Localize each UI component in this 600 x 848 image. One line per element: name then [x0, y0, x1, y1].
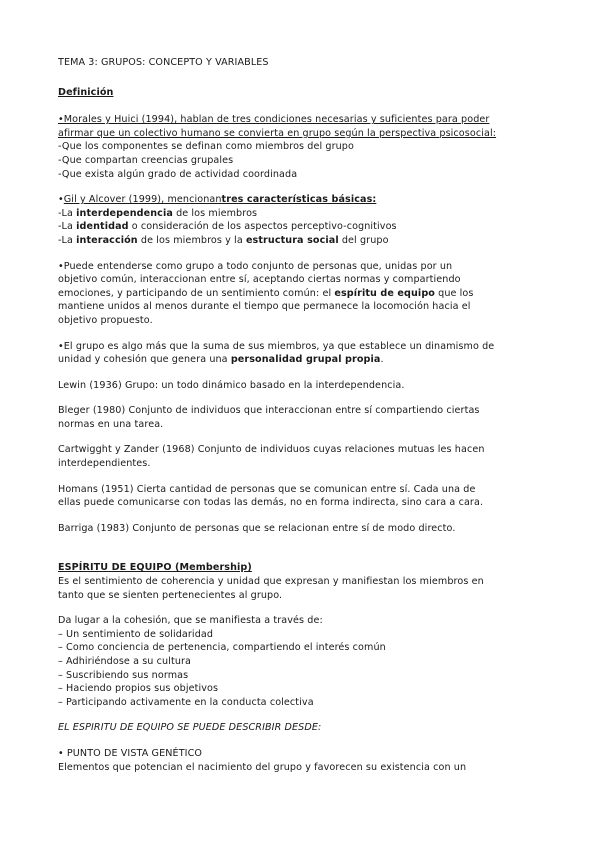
text-line: objetivo propuesto. [58, 314, 153, 326]
definicion-heading: Definición [58, 86, 114, 98]
gil-intro [58, 193, 548, 207]
list-item: – Participando activamente en la conducta colectiva [58, 696, 314, 708]
text-line: Bleger (1980) Conjunto de individuos que interaccionan entre sí compartiendo ciertas [58, 405, 480, 417]
list-item: – Un sentimiento de solidaridad [58, 628, 214, 640]
homans-paragraph [58, 483, 548, 510]
puede-paragraph [58, 260, 548, 328]
text-line: mantiene unidos al menos durante el tiempo que permanece la locomoción hacia el [58, 301, 471, 313]
morales-intro-line-1: •Morales y Huici (1994), hablan de tres condiciones necesarias y suficientes para poder [58, 114, 490, 126]
bold-term: personalidad grupal propia [230, 354, 381, 366]
bold-term: estructura social [245, 234, 339, 246]
lewin-paragraph: Lewin (1936) Grupo: un todo dinámico basado en la interdependencia. [58, 379, 405, 391]
list-item: – Suscribiendo sus normas [58, 669, 189, 681]
list-item: – Como conciencia de pertenencia, compartiendo el interés común [58, 642, 386, 654]
text-line: Es el sentimiento de coherencia y unidad que expresan y manifiestan los miembros en [58, 576, 484, 588]
espiritu-section [58, 561, 548, 602]
text: -La [58, 207, 77, 219]
document-page [58, 56, 548, 774]
text-line: •El grupo es algo más que la suma de sus miembros, ya que establece un dinamismo de [58, 340, 495, 352]
text: de los miembros y la [137, 234, 246, 246]
cohesion-intro: Da lugar a la cohesión, que se manifiesta a través de: [58, 615, 323, 627]
gil-paragraph [58, 193, 548, 247]
morales-intro-line-2: afirmar que un colectivo humano se convierta en grupo según la perspectiva psicosocial: [58, 127, 497, 139]
text: emociones, y participando de un sentimiento común: el [58, 287, 335, 299]
bullet: • [58, 194, 64, 206]
gil-bold: tres características básicas: [221, 194, 377, 206]
espiritu-heading: ESPÍRITU DE EQUIPO (Membership) [58, 562, 252, 574]
text: del grupo [338, 234, 389, 246]
cartwright-paragraph [58, 443, 548, 470]
text: -La [58, 234, 77, 246]
text-line: Elementos que potencian el nacimiento del grupo y favorecen su existencia con un [58, 761, 467, 773]
list-item: – Haciendo propios sus objetivos [58, 683, 219, 695]
text-line: normas en una tarea. [58, 418, 164, 430]
list-item: – Adhiriéndose a su cultura [58, 656, 192, 667]
text-line: Homans (1951) Cierta cantidad de personas que se comunican entre sí. Cada una de [58, 483, 476, 495]
gil-item-3 [58, 234, 548, 248]
text: de los miembros [172, 207, 258, 219]
morales-paragraph [58, 113, 548, 181]
punto-section [58, 747, 548, 774]
text-line: ellas puede comunicarse con todas las demás, no en forma indirecta, sino cara a cara. [58, 497, 484, 509]
text: que los [434, 287, 474, 299]
morales-item: -Que los componentes se definan como miembros del grupo [58, 141, 354, 153]
text-line: interdependientes. [58, 458, 151, 470]
gil-item-1 [58, 207, 548, 221]
cohesion-list [58, 614, 548, 709]
morales-item: -Que exista algún grado de actividad coordinada [58, 168, 298, 180]
text: . [380, 354, 384, 366]
text-line: tanto que se sienten pertenecientes al grupo. [58, 589, 283, 601]
text-line: •Puede entenderse como grupo a todo conjunto de personas que, unidas por un [58, 260, 453, 272]
text: unidad y cohesión que genera una [58, 354, 231, 366]
text: o consideración de los aspectos perceptivo-cognitivos [128, 221, 397, 233]
bold-term: espíritu de equipo [334, 287, 435, 299]
grupo-paragraph [58, 340, 548, 367]
punto-heading: • PUNTO DE VISTA GENÉTICO [58, 747, 203, 759]
bold-term: interacción [76, 234, 138, 246]
text-line [58, 353, 548, 367]
describir-heading: EL ESPIRITU DE EQUIPO SE PUEDE DESCRIBIR DESDE: [58, 722, 322, 734]
document-title: TEMA 3: GRUPOS: CONCEPTO Y VARIABLES [58, 57, 269, 68]
bold-term: identidad [76, 221, 129, 233]
bold-term: interdependencia [76, 207, 173, 219]
text-line [58, 287, 548, 301]
text-line: objetivo común, interaccionan entre sí, aceptando ciertas normas y compartiendo [58, 274, 461, 286]
barriga-paragraph: Barriga (1983) Conjunto de personas que se relacionan entre sí de modo directo. [58, 522, 456, 534]
text-line: Cartwigght y Zander (1968) Conjunto de individuos cuyas relaciones mutuas les hacen [58, 444, 485, 456]
gil-item-2 [58, 220, 548, 234]
text: -La [58, 221, 77, 233]
morales-item: -Que compartan creencias grupales [58, 154, 234, 166]
bleger-paragraph [58, 404, 548, 431]
gil-authors: Gil y Alcover (1999), mencionan [63, 194, 222, 206]
